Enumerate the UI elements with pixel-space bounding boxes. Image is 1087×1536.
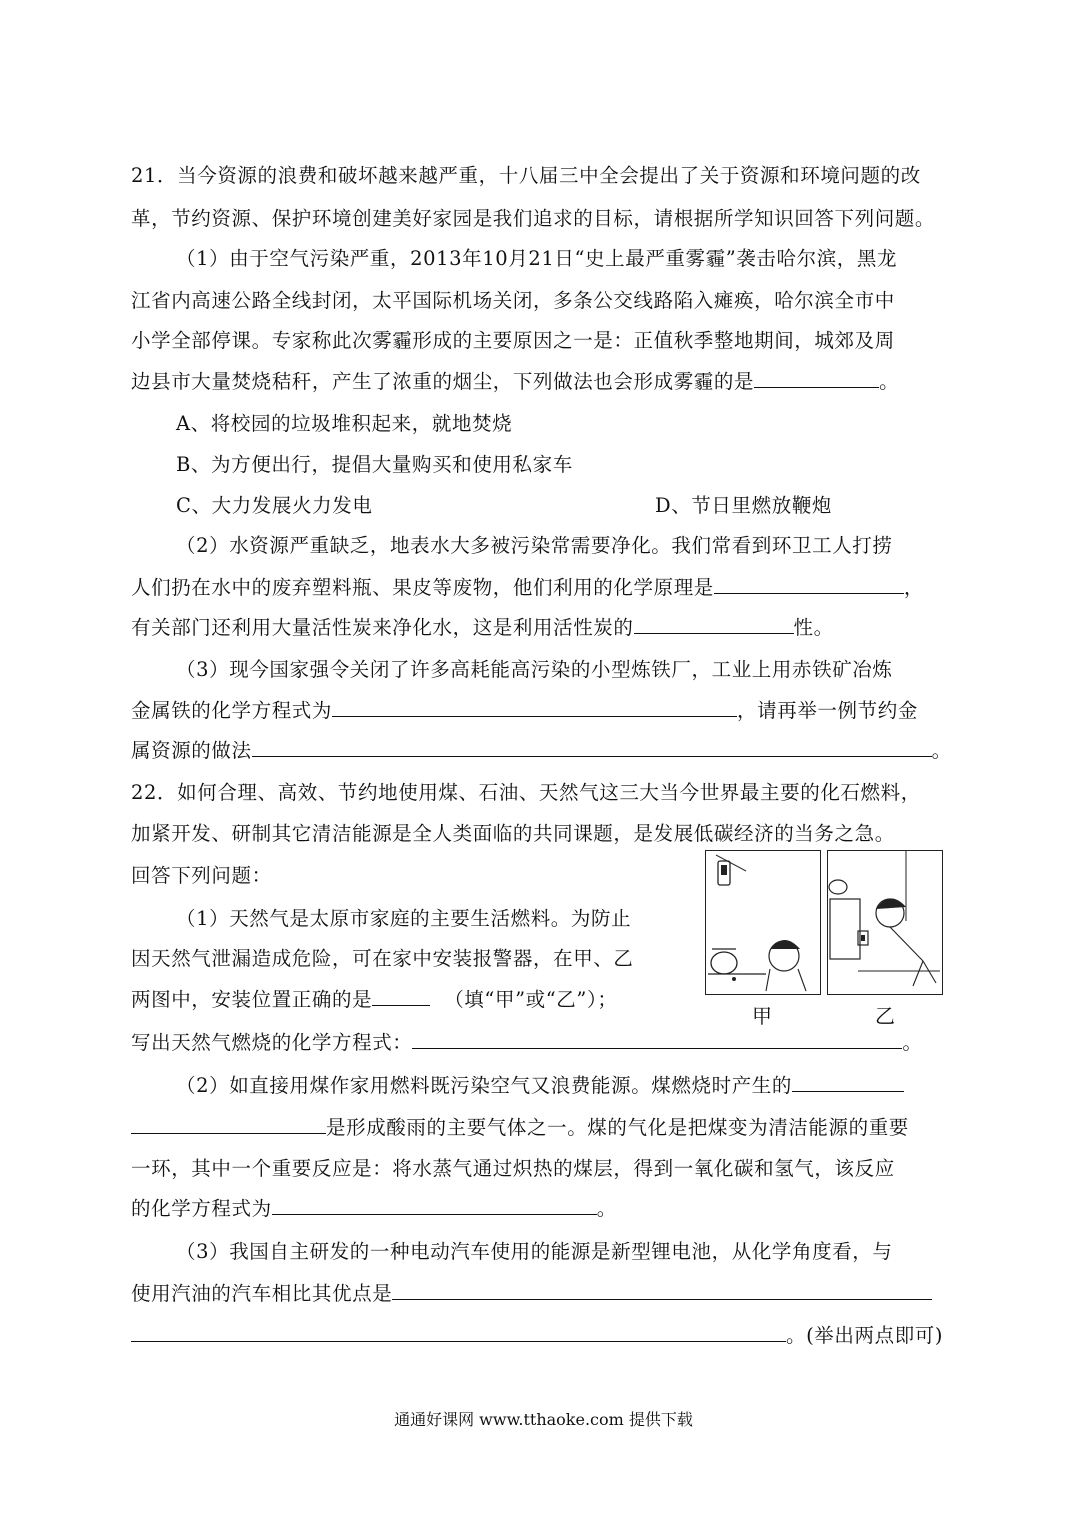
q21-part1-line-3: 小学全部停课。专家称此次雾霾形成的主要原因之一是：正值秋季整地期间，城郊及周 xyxy=(131,329,895,352)
q22-part1-answer-blank-1[interactable] xyxy=(372,1004,430,1006)
q21-part2-answer-blank-1[interactable] xyxy=(714,592,904,594)
q21-part2-line-1: （2）水资源严重缺乏，地表水大多被污染常需要净化。我们常看到环卫工人打捞 xyxy=(176,534,893,557)
q22-part2-line-4 xyxy=(131,1193,617,1221)
figure-panel-b xyxy=(827,850,943,995)
q21-part3-line-1: （3）现今国家强令关闭了许多高耗能高污染的小型炼铁厂，工业上用赤铁矿冶炼 xyxy=(176,658,893,681)
figure-label-b: 乙 xyxy=(875,1004,895,1028)
q21-stem-line-1: 21．当今资源的浪费和破坏越来越严重，十八届三中全会提出了关于资源和环境问题的改 xyxy=(131,164,921,187)
q21-part2-line-2 xyxy=(131,572,924,600)
q21-option-d: D、节日里燃放鞭炮 xyxy=(655,494,833,517)
q22-part2-answer-blank-1[interactable] xyxy=(792,1090,904,1092)
q22-part1-period: 。 xyxy=(902,1031,923,1054)
q21-part3-line-2 xyxy=(131,695,918,723)
q21-part2-answer-blank-2[interactable] xyxy=(634,632,794,634)
q22-part3-line-1: （3）我国自主研发的一种电动汽车使用的能源是新型锂电池，从化学角度看，与 xyxy=(176,1240,893,1263)
q22-part3-answer-blank-2[interactable] xyxy=(131,1340,786,1342)
q22-part2-answer-blank-2[interactable] xyxy=(272,1213,597,1215)
q21-part3-answer-blank-1[interactable] xyxy=(332,715,737,717)
q22-part1-text-4: 写出天然气燃烧的化学方程式： xyxy=(131,1031,413,1054)
q22-part3-text: 使用汽油的汽车相比其优点是 xyxy=(131,1282,393,1305)
kitchen-alarm-low-illustration xyxy=(828,851,942,994)
q22-part2-answer-blank-1-cont[interactable] xyxy=(131,1132,326,1134)
q21-part1-line-4 xyxy=(131,366,899,394)
q22-part1-line-3 xyxy=(131,984,617,1012)
q22-part2-text: （2）如直接用煤作家用燃料既污染空气又浪费能源。煤燃烧时产生的 xyxy=(176,1074,793,1097)
q22-part2-line-1 xyxy=(176,1070,904,1098)
page-footer: 通通好课网 www.tthaoke.com 提供下载 xyxy=(394,1410,693,1429)
q21-part2-tail: 性。 xyxy=(793,616,834,639)
q22-part3-tail: 。(举出两点即可) xyxy=(786,1324,944,1347)
q21-part2-comma: ， xyxy=(903,576,925,599)
q21-stem-line-2: 革，节约资源、保护环境创建美好家园是我们追求的目标，请根据所学知识回答下列问题。 xyxy=(131,207,936,230)
q22-part3-line-3 xyxy=(131,1320,943,1348)
q21-option-b: B、为方便出行，提倡大量购买和使用私家车 xyxy=(176,453,573,476)
q21-part1-answer-blank[interactable] xyxy=(754,386,879,388)
q21-part1-text: 边县市大量焚烧秸秆，产生了浓重的烟尘，下列做法也会形成雾霾的是 xyxy=(131,370,755,393)
q21-option-c: C、大力发展火力发电 xyxy=(176,494,373,517)
q22-part1-line-1: （1）天然气是太原市家庭的主要生活燃料。为防止 xyxy=(176,907,632,930)
q22-part3-line-2 xyxy=(131,1278,932,1306)
q22-part1-text: 两图中，安装位置正确的是 xyxy=(131,988,373,1011)
kitchen-alarm-high-illustration xyxy=(706,851,820,994)
q21-part3-line-3 xyxy=(131,735,952,763)
figure-label-a: 甲 xyxy=(752,1004,772,1028)
gas-alarm-figure xyxy=(705,850,945,1035)
q21-part2-line-3 xyxy=(131,612,834,640)
q22-part2-period: 。 xyxy=(596,1197,617,1220)
q22-part2-line-3: 一环，其中一个重要反应是：将水蒸气通过炽热的煤层，得到一氧化碳和氢气，该反应 xyxy=(131,1157,895,1180)
q21-part1-line-1: （1）由于空气污染严重，2013年10月21日“史上最严重雾霾”袭击哈尔滨，黑龙 xyxy=(176,247,898,270)
q21-part2-text: 人们扔在水中的废弃塑料瓶、果皮等废物，他们利用的化学原理是 xyxy=(131,576,714,599)
q21-part3-text-b: ，请再举一例节约金 xyxy=(737,699,918,722)
q22-part2-text-2: 是形成酸雨的主要气体之一。煤的气化是把煤变为清洁能源的重要 xyxy=(326,1116,909,1139)
q21-option-a: A、将校园的垃圾堆积起来，就地焚烧 xyxy=(176,412,513,435)
q22-part2-line-2 xyxy=(131,1112,909,1140)
q22-part3-answer-blank-1[interactable] xyxy=(392,1298,932,1300)
figure-panel-a xyxy=(705,850,821,995)
q21-part2-text-2: 有关部门还利用大量活性炭来净化水，这是利用活性炭的 xyxy=(131,616,634,639)
q22-stem-line-1: 22．如何合理、高效、节约地使用煤、石油、天然气这三大当今世界最主要的化石燃料， xyxy=(131,781,921,804)
q22-stem-line-2: 加紧开发、研制其它清洁能源是全人类面临的共同课题，是发展低碳经济的当务之急。 xyxy=(131,822,895,845)
q22-part1-hint: （填“甲”或“乙”）； xyxy=(444,988,618,1011)
q21-part1-period: 。 xyxy=(879,370,900,393)
q21-part3-text-3: 属资源的做法 xyxy=(131,739,252,762)
q21-part3-period: 。 xyxy=(931,739,952,762)
q21-part3-text: 金属铁的化学方程式为 xyxy=(131,699,333,722)
q21-part3-answer-blank-2[interactable] xyxy=(252,755,932,757)
q22-part1-line-2: 因天然气泄漏造成危险，可在家中安装报警器，在甲、乙 xyxy=(131,947,634,970)
q21-part1-line-2: 江省内高速公路全线封闭，太平国际机场关闭，多条公交线路陷入瘫痪，哈尔滨全市中 xyxy=(131,289,895,312)
q22-stem-line-3: 回答下列问题： xyxy=(131,864,272,887)
q22-part2-text-4: 的化学方程式为 xyxy=(131,1197,272,1220)
q22-part1-answer-blank-2[interactable] xyxy=(412,1047,902,1049)
